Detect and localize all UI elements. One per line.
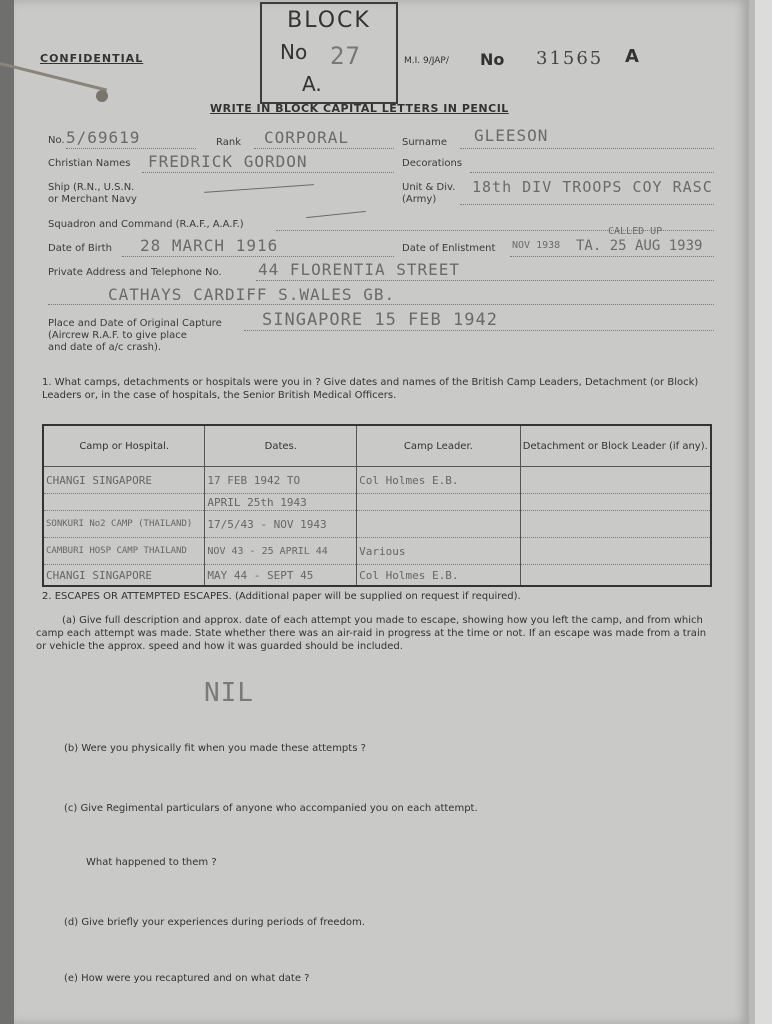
capture-label-1: Place and Date of Original Capture bbox=[48, 318, 222, 329]
address-label: Private Address and Telephone No. bbox=[48, 267, 222, 278]
enlistment-value-2: TA. 25 AUG 1939 bbox=[576, 238, 703, 254]
capture-value: SINGAPORE 15 FEB 1942 bbox=[262, 310, 498, 330]
decorations-label: Decorations bbox=[402, 158, 463, 169]
table-cell bbox=[43, 494, 205, 511]
table-cell: SONKURI No2 CAMP (THAILAND) bbox=[43, 511, 205, 538]
dob-line bbox=[122, 256, 394, 257]
table-cell: MAY 44 - SEPT 45 bbox=[205, 565, 357, 587]
table-cell: CHANGI SINGAPORE bbox=[43, 565, 205, 587]
table-row bbox=[43, 511, 711, 538]
address-rule-1 bbox=[256, 280, 714, 281]
surname-value: GLEESON bbox=[474, 126, 549, 145]
squadron-label: Squadron and Command (R.A.F., A.A.F.) bbox=[48, 219, 244, 230]
capture-label-2: (Aircrew R.A.F. to give place bbox=[48, 330, 187, 341]
surname-label: Surname bbox=[402, 137, 447, 148]
ship-label-1: Ship (R.N., U.S.N. bbox=[48, 182, 135, 193]
rank-value: CORPORAL bbox=[264, 128, 350, 147]
christian-names-label: Christian Names bbox=[48, 158, 131, 169]
question-2-title: 2. ESCAPES OR ATTEMPTED ESCAPES. (Additional paper will be supplied on request if required). bbox=[42, 591, 521, 602]
confidential-label: CONFIDENTIAL bbox=[40, 52, 144, 65]
number-label: No bbox=[480, 50, 505, 69]
table-cell: APRIL 25th 1943 bbox=[205, 494, 357, 511]
table-cell bbox=[520, 467, 711, 494]
tag-string bbox=[0, 62, 107, 92]
table-cell bbox=[520, 494, 711, 511]
table-row bbox=[43, 565, 711, 587]
table-cell bbox=[520, 565, 711, 587]
table-cell bbox=[520, 511, 711, 538]
unit-label-1: Unit & Div. bbox=[402, 182, 456, 193]
form-suffix: A bbox=[625, 46, 639, 67]
table-cell: CHANGI SINGAPORE bbox=[43, 467, 205, 494]
table-cell bbox=[520, 538, 711, 565]
instruction-heading: WRITE IN BLOCK CAPITAL LETTERS IN PENCIL bbox=[210, 102, 509, 115]
block-stamp bbox=[260, 2, 398, 104]
form-number: 31565 bbox=[536, 48, 604, 69]
table-cell: CAMBURI HOSP CAMP THAILAND bbox=[43, 538, 205, 565]
dob-value: 28 MARCH 1916 bbox=[140, 236, 279, 255]
page-stack-edge-light bbox=[755, 0, 772, 1024]
decorations-line bbox=[470, 172, 714, 173]
header-detachment-leader: Detachment or Block Leader (if any). bbox=[520, 425, 711, 467]
unit-label-2: (Army) bbox=[402, 194, 437, 205]
table-row bbox=[43, 467, 711, 494]
squadron-dash bbox=[306, 211, 366, 218]
ship-dash bbox=[204, 184, 314, 193]
capture-label-3: and date of a/c crash). bbox=[48, 342, 162, 353]
service-no-line bbox=[66, 148, 196, 149]
camps-table-header bbox=[43, 425, 711, 467]
tag-string-knot bbox=[96, 90, 108, 102]
christian-names-line bbox=[142, 172, 394, 173]
question-2e: (e) How were you recaptured and on what date ? bbox=[64, 973, 310, 984]
address-line-1: 44 FLORENTIA STREET bbox=[258, 260, 461, 279]
question-2c-followup: What happened to them ? bbox=[86, 857, 217, 868]
question-2d: (d) Give briefly your experiences during periods of freedom. bbox=[64, 917, 365, 928]
unit-value: 18th DIV TROOPS COY RASC bbox=[472, 178, 713, 196]
table-cell: 17/5/43 - NOV 1943 bbox=[205, 511, 357, 538]
address-line-2: CATHAYS CARDIFF S.WALES GB. bbox=[108, 285, 396, 304]
block-letter: A. bbox=[302, 72, 322, 96]
question-1: 1. What camps, detachments or hospitals were you in ? Give dates and names of the British Camp Leaders, Detachment (or Block) Leaders or, in the case of hospitals, the Senior British Medical Officers. bbox=[42, 377, 699, 401]
table-cell: Various bbox=[357, 538, 520, 565]
rank-line bbox=[254, 148, 394, 149]
dob-label: Date of Birth bbox=[48, 243, 112, 254]
block-no-value: 27 bbox=[330, 42, 361, 70]
table-cell: 17 FEB 1942 TO bbox=[205, 467, 357, 494]
question-2a-answer: NIL bbox=[204, 678, 254, 708]
block-no-label: No bbox=[280, 40, 308, 64]
camps-table bbox=[42, 424, 712, 587]
header-camp: Camp or Hospital. bbox=[43, 425, 205, 467]
table-cell bbox=[357, 494, 520, 511]
unit-line bbox=[460, 204, 714, 205]
enlistment-line bbox=[510, 256, 714, 257]
enlistment-value-1: NOV 1938 bbox=[512, 240, 561, 251]
table-row bbox=[43, 538, 711, 565]
question-2a: (a) Give full description and approx. date of each attempt you made to escape, showing how you left the camp, and from which camp each attempt was made. State whether there was an air-raid in progress at the time or not. If an escape was made from a train or vehicle the approx. speed and how it was guarded should be included. bbox=[36, 615, 707, 652]
mi-reference: M.I. 9/JAP/ bbox=[404, 56, 449, 66]
table-cell: NOV 43 - 25 APRIL 44 bbox=[205, 538, 357, 565]
ship-label-2: or Merchant Navy bbox=[48, 194, 137, 205]
service-no-label: No. bbox=[48, 135, 65, 146]
form-page bbox=[14, 0, 749, 1024]
capture-line bbox=[244, 330, 714, 331]
christian-names-value: FREDRICK GORDON bbox=[148, 152, 308, 171]
enlistment-label: Date of Enlistment bbox=[402, 243, 496, 254]
block-title: BLOCK bbox=[287, 8, 371, 33]
rank-label: Rank bbox=[216, 137, 241, 148]
table-cell: Col Holmes E.B. bbox=[357, 467, 520, 494]
address-rule-2 bbox=[48, 304, 714, 305]
header-dates: Dates. bbox=[205, 425, 357, 467]
question-2b: (b) Were you physically fit when you made these attempts ? bbox=[64, 743, 366, 754]
service-no-value: 5/69619 bbox=[66, 128, 141, 147]
table-row bbox=[43, 494, 711, 511]
question-2c: (c) Give Regimental particulars of anyone who accompanied you on each attempt. bbox=[64, 803, 478, 814]
table-cell bbox=[357, 511, 520, 538]
enlistment-note: CALLED UP bbox=[608, 226, 663, 237]
header-camp-leader: Camp Leader. bbox=[357, 425, 520, 467]
surname-line bbox=[460, 148, 714, 149]
table-cell: Col Holmes E.B. bbox=[357, 565, 520, 587]
